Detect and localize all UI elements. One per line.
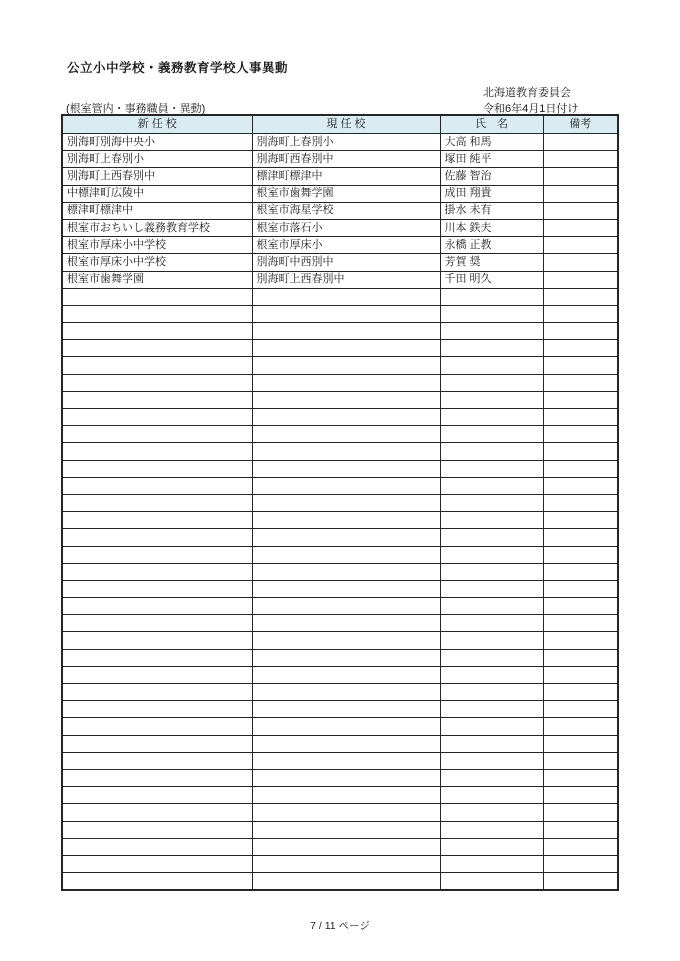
table-cell [440,855,543,872]
table-row [62,546,618,563]
table-cell [440,460,543,477]
table-cell [62,288,252,305]
table-cell [62,684,252,701]
table-cell [543,615,618,632]
table-cell [62,443,252,460]
table-cell [252,649,440,666]
table-cell [252,701,440,718]
table-row [62,494,618,511]
table-row [62,752,618,769]
table-cell: 別海町上春別小 [252,134,440,151]
table-cell: 塚田 純平 [440,151,543,168]
table-cell [252,563,440,580]
table-cell [543,494,618,511]
table-cell [543,838,618,855]
table-cell: 別海町上春別小 [62,151,252,168]
table-row [62,649,618,666]
table-cell [252,855,440,872]
table-cell [252,443,440,460]
table-cell [252,804,440,821]
table-cell [543,168,618,185]
table-cell [440,374,543,391]
table-cell: 標津町標津中 [62,202,252,219]
table-cell [440,598,543,615]
table-cell [543,237,618,254]
table-cell [543,374,618,391]
table-cell [252,752,440,769]
table-cell [543,512,618,529]
table-cell: 千田 明久 [440,271,543,288]
table-cell: 根室市おちいし義務教育学校 [62,219,252,236]
col-header-new-school: 新 任 校 [62,115,252,134]
table-row [62,460,618,477]
table-cell [252,357,440,374]
table-cell [440,769,543,786]
table-cell: 佐藤 智治 [440,168,543,185]
table-cell [62,305,252,322]
table-cell [440,787,543,804]
table-cell [543,185,618,202]
scope-note: (根室管内・事務職員・異動) [66,103,206,115]
table-cell [440,494,543,511]
table-cell [252,735,440,752]
table-cell: 中標津町広陵中 [62,185,252,202]
table-cell [62,598,252,615]
table-row [62,134,618,151]
personnel-transfer-table [61,114,619,891]
table-row [62,340,618,357]
table-row [62,426,618,443]
table-cell [543,391,618,408]
table-cell [543,769,618,786]
table-cell [252,391,440,408]
table-cell [543,873,618,891]
table-row [62,529,618,546]
col-header-current-school: 現 任 校 [252,115,440,134]
table-cell [440,752,543,769]
table-cell [543,443,618,460]
table-header-row [62,115,618,134]
table-cell: 川本 鉄夫 [440,219,543,236]
table-cell [440,305,543,322]
table-row [62,185,618,202]
table-cell [440,580,543,597]
table-cell [252,873,440,891]
table-cell [543,735,618,752]
table-cell [62,340,252,357]
table-cell: 根室市落石小 [252,219,440,236]
table-row [62,477,618,494]
table-cell [62,391,252,408]
table-cell [62,787,252,804]
table-cell [62,838,252,855]
table-row [62,632,618,649]
table-cell [62,632,252,649]
table-cell [440,649,543,666]
table-cell [62,409,252,426]
table-cell [543,752,618,769]
table-row [62,288,618,305]
table-row [62,718,618,735]
table-body [62,134,618,891]
table-cell [62,477,252,494]
table-cell [440,443,543,460]
table-cell [252,666,440,683]
table-cell [543,718,618,735]
table-cell [62,718,252,735]
table-row [62,151,618,168]
table-cell [440,684,543,701]
table-cell: 根室市厚床小中学校 [62,254,252,271]
table-cell [62,563,252,580]
table-cell [543,426,618,443]
table-cell [440,563,543,580]
table-cell [252,460,440,477]
table-cell: 別海町上西春別中 [62,168,252,185]
table-cell [543,684,618,701]
table-row [62,271,618,288]
table-row [62,701,618,718]
table-cell [440,477,543,494]
table-cell [440,323,543,340]
table-cell [62,769,252,786]
table-cell [440,735,543,752]
table-row [62,512,618,529]
table-row [62,409,618,426]
table-cell [62,666,252,683]
table-cell [62,460,252,477]
table-cell [440,426,543,443]
table-cell [252,546,440,563]
col-header-name: 氏 名 [440,115,543,134]
table-row [62,769,618,786]
table-row [62,855,618,872]
table-row [62,787,618,804]
table-row [62,598,618,615]
table-cell [62,494,252,511]
table-cell [62,546,252,563]
table-cell [440,340,543,357]
table-cell [252,684,440,701]
table-cell [440,546,543,563]
table-row [62,305,618,322]
table-cell: 別海町別海中央小 [62,134,252,151]
table-cell [543,288,618,305]
table-cell [252,580,440,597]
table-cell: 掛水 未有 [440,202,543,219]
table-cell [440,838,543,855]
table-cell [62,512,252,529]
organization-name: 北海道教育委員会 [483,87,571,99]
effective-date: 令和6年4月1日付け [483,103,579,115]
table-cell [62,357,252,374]
table-cell [62,752,252,769]
table-cell [440,701,543,718]
table-cell [543,821,618,838]
table-cell [62,580,252,597]
table-cell: 大高 和馬 [440,134,543,151]
table-row [62,374,618,391]
page-title: 公立小中学校・義務教育学校人事異動 [67,61,289,75]
table-cell [252,323,440,340]
table-row [62,237,618,254]
table-row [62,323,618,340]
table-cell [252,340,440,357]
table-cell [62,323,252,340]
table-cell [543,529,618,546]
table-cell [543,804,618,821]
table-row [62,580,618,597]
table-cell [440,391,543,408]
table-cell [62,649,252,666]
table-cell [543,340,618,357]
table-cell [62,374,252,391]
table-cell [440,821,543,838]
table-cell [252,632,440,649]
table-cell [543,271,618,288]
table-cell [543,580,618,597]
table-cell [252,718,440,735]
table-cell [252,821,440,838]
table-cell: 標津町標津中 [252,168,440,185]
table-cell [440,512,543,529]
table-row [62,443,618,460]
table-cell [252,426,440,443]
table-cell [543,666,618,683]
table-cell [252,477,440,494]
table-row [62,168,618,185]
table-cell [440,615,543,632]
table-cell [543,563,618,580]
table-cell [440,873,543,891]
table-row [62,219,618,236]
table-cell: 根室市厚床小 [252,237,440,254]
table-cell [252,787,440,804]
table-cell [543,649,618,666]
table-row [62,254,618,271]
table-cell: 成田 翔貴 [440,185,543,202]
table-cell: 根室市海星学校 [252,202,440,219]
table-cell [543,134,618,151]
table-row [62,838,618,855]
table-cell: 別海町西春別中 [252,151,440,168]
table-row [62,804,618,821]
table-cell [62,821,252,838]
table-cell [252,598,440,615]
table-row [62,684,618,701]
table-cell: 別海町中西別中 [252,254,440,271]
table-row [62,735,618,752]
table-cell [62,873,252,891]
table-row [62,391,618,408]
table-cell [62,529,252,546]
table-cell [543,151,618,168]
table-cell [62,804,252,821]
table-cell: 芳賀 奨 [440,254,543,271]
table-cell: 根室市歯舞学園 [62,271,252,288]
table-row [62,821,618,838]
table-cell [543,701,618,718]
table-cell [543,787,618,804]
table-row [62,357,618,374]
table-cell [440,288,543,305]
table-cell [252,305,440,322]
table-cell [252,838,440,855]
table-cell [440,409,543,426]
table-cell [543,323,618,340]
table-row [62,563,618,580]
table-row [62,666,618,683]
table-cell: 永橋 正教 [440,237,543,254]
page-number: 7 / 11 ページ [310,920,370,932]
table-cell [543,409,618,426]
table-cell [440,666,543,683]
table-cell [543,254,618,271]
table-cell [543,855,618,872]
table-cell [252,529,440,546]
table-cell [252,615,440,632]
table-cell [252,512,440,529]
table-cell [252,494,440,511]
table-cell [543,477,618,494]
table-cell [543,202,618,219]
table-cell [62,701,252,718]
table-row [62,873,618,891]
table-cell [252,769,440,786]
table-cell [543,632,618,649]
table-cell [252,374,440,391]
table-cell [543,305,618,322]
table-cell [440,632,543,649]
table-cell [543,219,618,236]
table-cell [543,460,618,477]
table-cell [62,426,252,443]
table-cell: 根室市歯舞学園 [252,185,440,202]
table-cell [440,529,543,546]
col-header-remarks: 備考 [543,115,618,134]
table-cell [440,804,543,821]
table-cell: 根室市厚床小中学校 [62,237,252,254]
table-cell [543,598,618,615]
table-cell [252,409,440,426]
table-cell [62,735,252,752]
table-cell [543,546,618,563]
table-cell [62,615,252,632]
table-cell [440,357,543,374]
table-row [62,615,618,632]
table-cell [543,357,618,374]
table-cell [252,288,440,305]
table-cell [62,855,252,872]
table-row [62,202,618,219]
table-cell: 別海町上西春別中 [252,271,440,288]
table-cell [440,718,543,735]
